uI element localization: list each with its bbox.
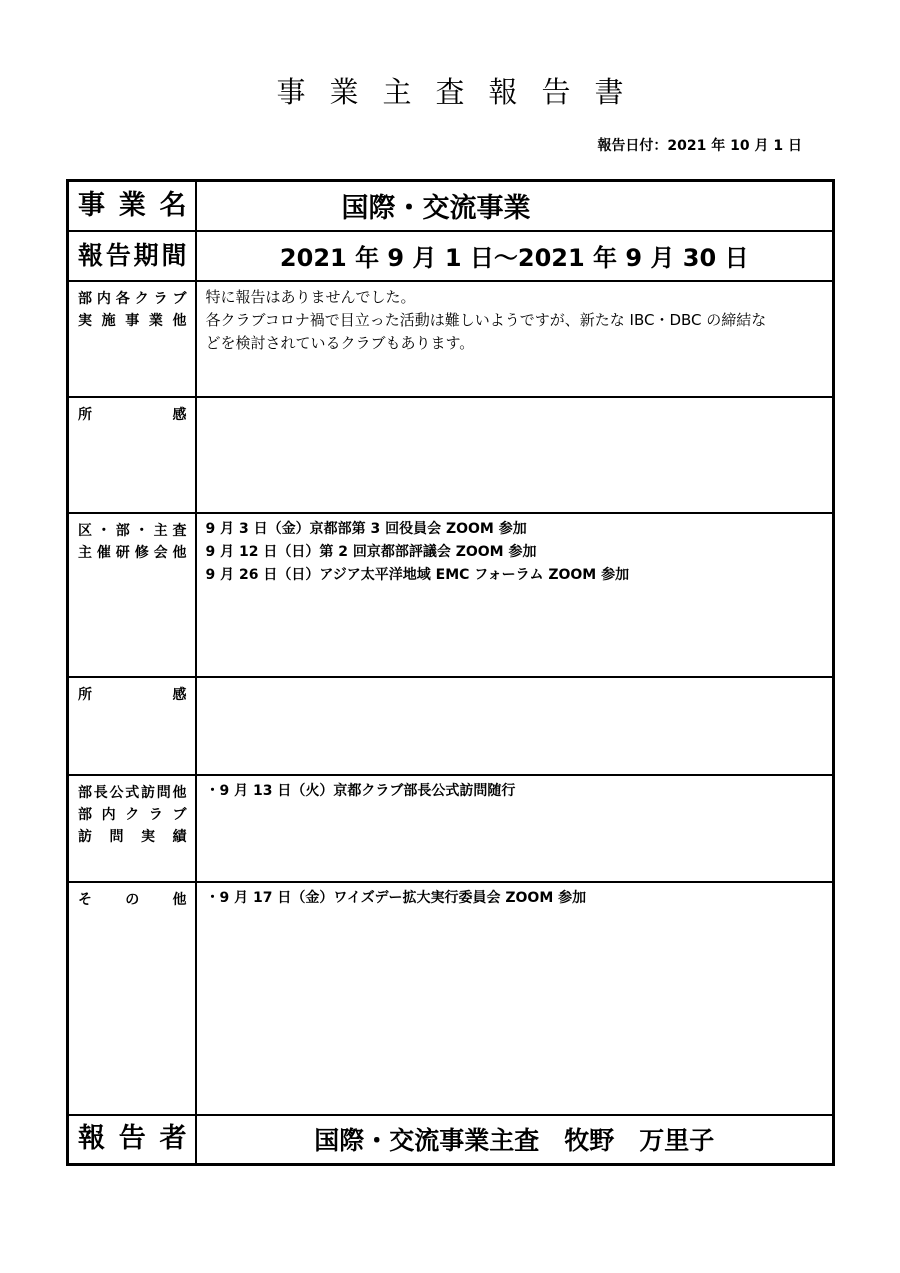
row-visits: [68, 775, 834, 882]
reporter-label: 報告者: [68, 1115, 196, 1165]
club-activities-label: 部内各クラブ 実施事業他: [68, 281, 196, 397]
other-content: ・9 月 17 日（金）ワイズデー拡大実行委員会 ZOOM 参加: [196, 882, 834, 1115]
row-other: [68, 882, 834, 1115]
seminars-content: 9 月 3 日（金）京都部第 3 回役員会 ZOOM 参加 9 月 12 日（日）第 2 回京都部評議会 ZOOM 参加 9 月 26 日（日）アジア太平洋地域 EMC フォーラム ZOOM 参加: [196, 513, 834, 677]
reporter-value: 国際・交流事業主査 牧野 万里子: [196, 1115, 834, 1165]
visits-content: ・9 月 13 日（火）京都クラブ部長公式訪問随行: [196, 775, 834, 882]
document-title: 事業主査報告書: [276, 75, 648, 109]
row-period: [68, 231, 834, 281]
period-value: 2021 年 9 月 1 日～2021 年 9 月 30 日: [196, 231, 834, 281]
club-activities-content: 特に報告はありませんでした。 各クラブコロナ禍で目立った活動は難しいようですが、新たな IBC・DBC の締結な どを検討されているクラブもあります。: [196, 281, 834, 397]
row-impression-1: [68, 397, 834, 513]
seminars-label: 区・部・主査 主催研修会他: [68, 513, 196, 677]
row-club-activities: [68, 281, 834, 397]
other-label: その他: [68, 882, 196, 1115]
period-label: 報告期間: [68, 231, 196, 281]
impression-2-content: [196, 677, 834, 775]
impression-2-label: 所 感: [68, 677, 196, 775]
row-impression-2: [68, 677, 834, 775]
impression-1-content: [196, 397, 834, 513]
report-date: 報告日付：2021 年 10 月 1 日: [597, 138, 802, 154]
project-value: 国際・交流事業: [196, 181, 834, 231]
impression-1-label: 所 感: [68, 397, 196, 513]
report-table: [66, 179, 835, 1166]
row-project: [68, 181, 834, 231]
row-reporter: [68, 1115, 834, 1165]
project-label: 事業名: [68, 181, 196, 231]
visits-label: 部長公式訪問他 部内クラブ 訪問実績: [68, 775, 196, 882]
row-seminars: [68, 513, 834, 677]
